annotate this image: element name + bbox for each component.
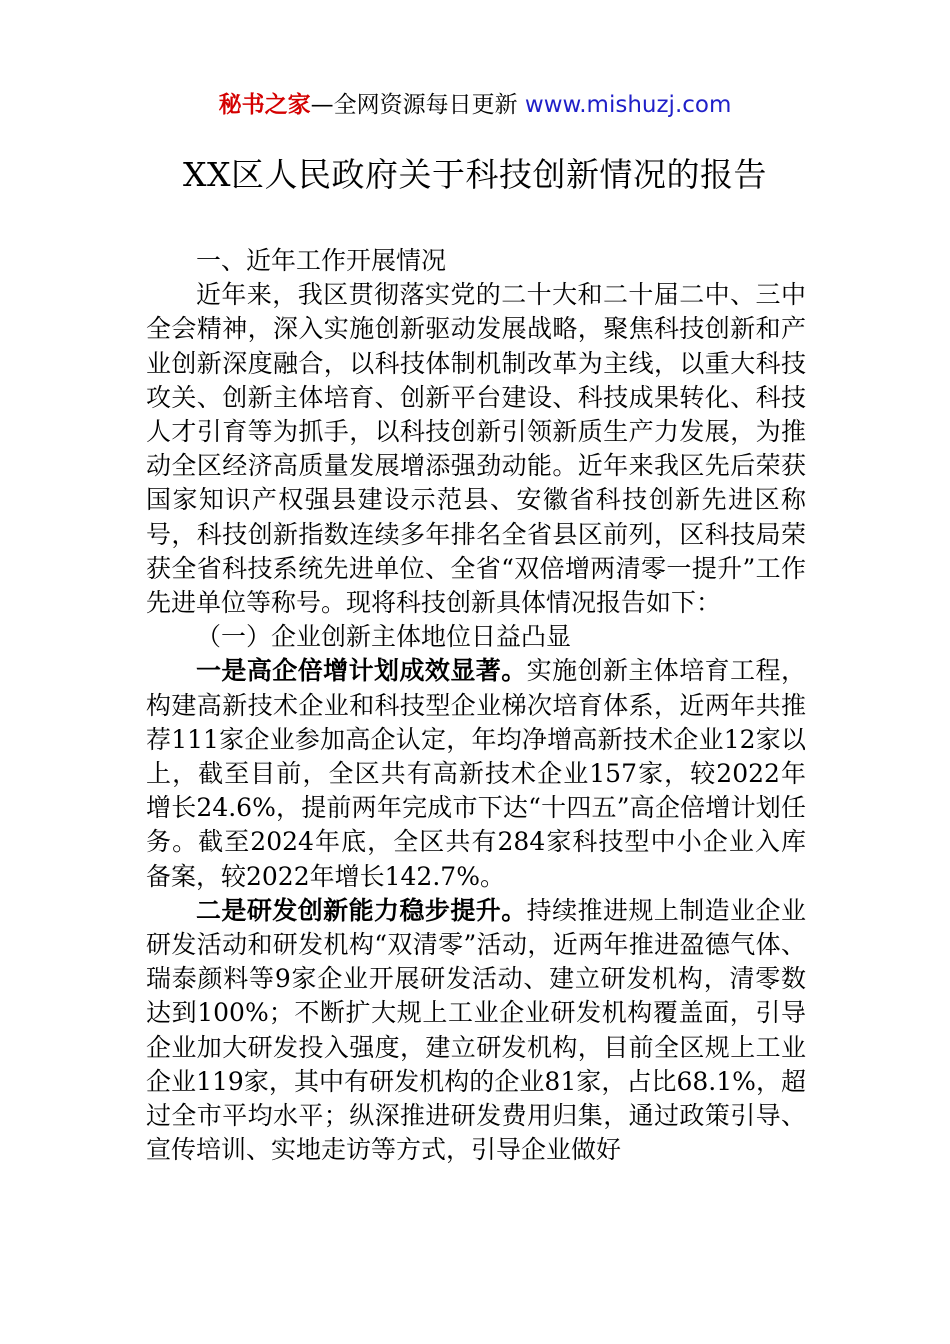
site-tagline: —全网资源每日更新 <box>310 92 525 118</box>
site-url-link[interactable]: www.mishuzj.com <box>524 92 732 118</box>
intro-paragraph: 近年来，我区贯彻落实党的二十大和二十届二中、三中全会精神，深入实施创新驱动发展战略，聚焦科技创新和产业创新深度融合，以科技体制机制改革为主线，以重大科技攻关、创新主体培育、创新平台建设、科技成果转化、科技人才引育等为抓手，以科技创新引领新质生产力发展，为推动全区经济高质量发展增添强劲动能。近年来我区先后荣获国家知识产权强县建设示范县、安徽省科技创新先进区称号，科技创新指数连续多年排名全省县区前列，区科技局荣获全省科技系统先进单位、全省“双倍增两清零一提升”工作先进单位等称号。现将科技创新具体情况报告如下： <box>146 280 806 618</box>
subsection-heading: （一）企业创新主体地位日益凸显 <box>196 622 572 652</box>
point-paragraph-1 <box>146 654 806 893</box>
point-1-lead: 一是高企倍增计划成效显著。 <box>196 656 527 686</box>
site-brand[interactable]: 秘书之家 <box>218 92 311 118</box>
point-2-text: 持续推进规上制造业企业研发活动和研发机构“双清零”活动，近两年推进盈德气体、瑞泰颜料等9家企业开展研发活动、建立研发机构，清零数达到100%；不断扩大规上工业企业研发机构覆盖面，引导企业加大研发投入强度，建立研发机构，目前全区规上工业企业119家，其中有研发机构的企业81家，占比68.1%，超过全市平均水平；纵深推进研发费用归集，通过政策引导、宣传培训、实地走访等方式，引导企业做好 <box>146 895 806 1165</box>
point-paragraph-2 <box>146 894 806 1168</box>
point-1-text: 实施创新主体培育工程，构建高新技术企业和科技型企业梯次培育体系，近两年共推荐111家企业参加高企认定，年均净增高新技术企业12家以上，截至目前，全区共有高新技术企业157家，较2022年增长24.6%，提前两年完成市下达“十四五”高企倍增计划任务。截至2024年底，全区共有284家科技型中小企业入库备案，较2022年增长142.7%。 <box>146 656 806 891</box>
section-heading: 一、近年工作开展情况 <box>196 246 447 275</box>
point-2-lead: 二是研发创新能力稳步提升。 <box>196 895 527 925</box>
site-header <box>0 88 950 122</box>
document-title: XX区人民政府关于科技创新情况的报告 <box>183 155 767 194</box>
document-body <box>146 244 806 1167</box>
